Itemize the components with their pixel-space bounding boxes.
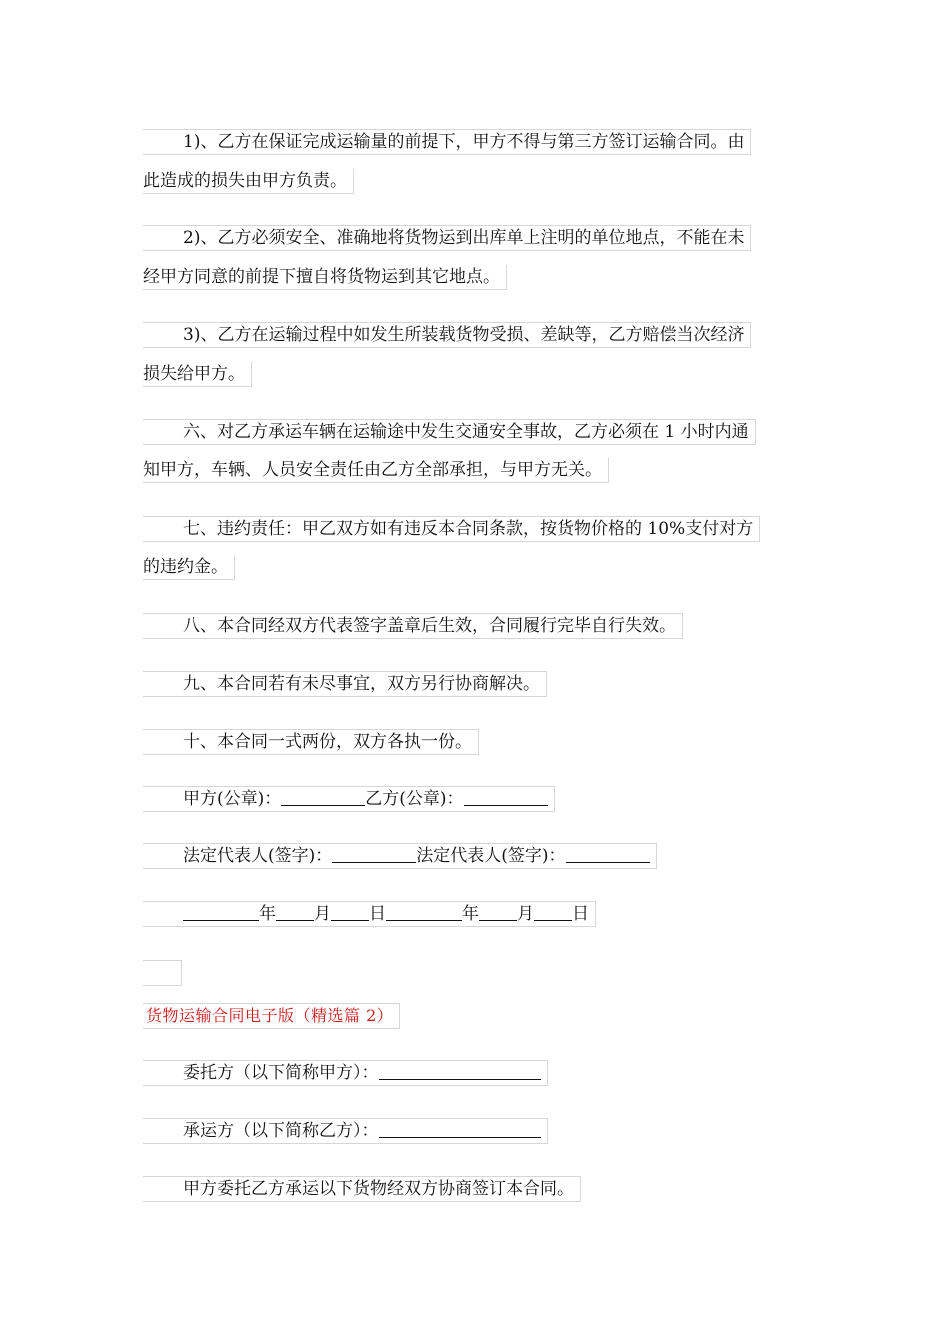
date-a-year-label: 年 bbox=[259, 904, 276, 924]
signature-representative-line bbox=[143, 843, 657, 869]
text-lines-p7a: 七、违约责任：甲乙双方如有违反本合同条款，按货物价格的 10%支付对方 bbox=[183, 519, 754, 539]
text-lines-p10: 十、本合同一式两份，双方各执一份。 bbox=[183, 732, 472, 752]
clause-seven-line-1 bbox=[143, 516, 760, 542]
clause-ten bbox=[143, 729, 479, 755]
clause-eight bbox=[143, 613, 683, 639]
clause-3-line-1 bbox=[143, 322, 751, 348]
date-a-month-label: 月 bbox=[314, 904, 331, 924]
text-lines-p1b: 此造成的损失由甲方负责。 bbox=[143, 171, 347, 191]
clause-six-line-2 bbox=[143, 458, 609, 483]
party-a-rep-label: 法定代表人(签字)： bbox=[183, 846, 333, 866]
consignor-label: 委托方（以下简称甲方）： bbox=[183, 1063, 379, 1083]
clause-2-line-2 bbox=[143, 265, 507, 290]
text-lines-p7b: 的违约金。 bbox=[143, 557, 228, 577]
party-b-seal-label: 乙方(公章)： bbox=[365, 789, 464, 809]
signature-date-line bbox=[143, 901, 596, 927]
date-a-month-blank bbox=[276, 902, 314, 921]
date-b-day-label: 日 bbox=[572, 904, 589, 924]
text-lines-p3b: 损失给甲方。 bbox=[143, 364, 245, 384]
consignor-line bbox=[143, 1060, 548, 1086]
party-a-seal-label: 甲方(公章)： bbox=[183, 789, 282, 809]
date-b-year-label: 年 bbox=[462, 904, 479, 924]
date-b-month-blank bbox=[479, 902, 517, 921]
text-section2-heading: 货物运输合同电子版（精选篇 2） bbox=[146, 1006, 394, 1025]
text-lines-p2a: 2)、乙方必须安全、准确地将货物运到出库单上注明的单位地点，不能在未 bbox=[183, 228, 745, 248]
clause-3-line-2 bbox=[143, 362, 252, 387]
clause-six-line-1 bbox=[143, 419, 756, 445]
consignor-blank bbox=[379, 1061, 541, 1080]
text-lines-p2b: 经甲方同意的前提下擅自将货物运到其它地点。 bbox=[143, 267, 500, 287]
party-b-seal-blank bbox=[464, 787, 548, 806]
text-lines-p6b: 知甲方，车辆、人员安全责任由乙方全部承担，与甲方无关。 bbox=[143, 460, 602, 480]
carrier-blank bbox=[379, 1119, 541, 1138]
date-a-day-label: 日 bbox=[369, 904, 386, 924]
text-lines-p3a: 3)、乙方在运输过程中如发生所装载货物受损、差缺等，乙方赔偿当次经济 bbox=[183, 325, 745, 345]
carrier-line bbox=[143, 1118, 548, 1144]
party-a-rep-blank bbox=[332, 844, 416, 863]
signature-seal-line bbox=[143, 786, 555, 812]
date-a-year-blank bbox=[183, 902, 259, 921]
party-b-rep-label: 法定代表人(签字)： bbox=[416, 846, 566, 866]
text-lines-p6a: 六、对乙方承运车辆在运输途中发生交通安全事故，乙方必须在 1 小时内通 bbox=[183, 422, 749, 442]
text-section2-intro: 甲方委托乙方承运以下货物经双方协商签订本合同。 bbox=[183, 1179, 574, 1199]
empty-paragraph bbox=[143, 960, 182, 986]
date-b-day-blank bbox=[534, 902, 572, 921]
date-b-year-blank bbox=[386, 902, 462, 921]
clause-nine bbox=[143, 671, 547, 697]
text-lines-p8: 八、本合同经双方代表签字盖章后生效，合同履行完毕自行失效。 bbox=[183, 616, 676, 636]
party-b-rep-blank bbox=[566, 844, 650, 863]
section-2-intro bbox=[143, 1176, 581, 1202]
carrier-label: 承运方（以下简称乙方）： bbox=[183, 1121, 379, 1141]
clause-seven-line-2 bbox=[143, 555, 235, 580]
date-b-month-label: 月 bbox=[517, 904, 534, 924]
section-2-heading bbox=[143, 1003, 400, 1029]
clause-1-line-1 bbox=[143, 129, 751, 155]
date-a-day-blank bbox=[331, 902, 369, 921]
party-a-seal-blank bbox=[281, 787, 365, 806]
text-lines-p9: 九、本合同若有未尽事宜，双方另行协商解决。 bbox=[183, 674, 540, 694]
text-lines-p1a: 1)、乙方在保证完成运输量的前提下，甲方不得与第三方签订运输合同。由 bbox=[183, 132, 745, 152]
clause-1-line-2 bbox=[143, 169, 354, 194]
clause-2-line-1 bbox=[143, 225, 751, 251]
